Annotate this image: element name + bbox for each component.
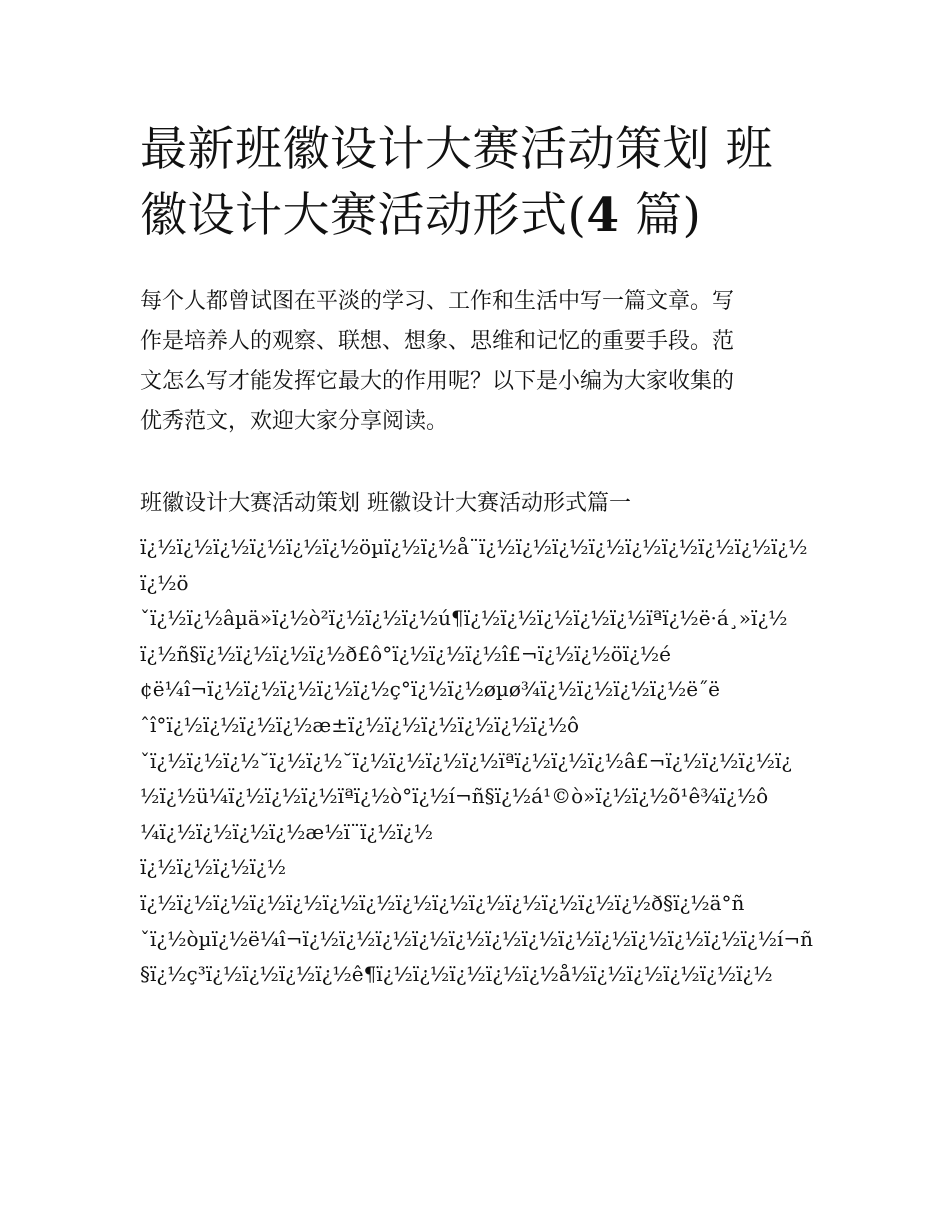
title-line-2-suffix: 篇) — [619, 188, 702, 243]
intro-line: 作是培养人的观察、联想、想象、思维和记忆的重要手段。范 — [140, 329, 735, 354]
garbled-line: ï¿½ñ§ï¿½ï¿½ï¿½ï¿½ð£ô°ï¿½ï¿½ï¿½î£¬ï¿½ï¿½öï¿½é — [140, 641, 671, 666]
intro-line: 文怎么写才能发挥它最大的作用呢？以下是小编为大家收集的 — [140, 369, 735, 394]
section-heading: 班徽设计大赛活动策划 班徽设计大赛活动形式篇一 — [140, 491, 631, 516]
garbled-line: ˆî°ï¿½ï¿½ï¿½ï¿½æ±ï¿½ï¿½ï¿½ï¿½ï¿½ï¿½ô — [140, 712, 580, 737]
title-line-2 — [140, 183, 820, 249]
garbled-line: ï¿½ö — [140, 570, 189, 595]
title-article-count: 4 — [586, 188, 620, 243]
garbled-line: ï¿½ï¿½ï¿½ï¿½ï¿½ï¿½ï¿½ï¿½ï¿½ï¿½ï¿½ï¿½ï¿½ï¿½ð§ï¿½ä°ñ — [140, 890, 745, 915]
garbled-line: ï¿½ï¿½ï¿½ï¿½ — [140, 855, 287, 880]
intro-line: 优秀范文，欢迎大家分享阅读。 — [140, 409, 449, 434]
garbled-line: ˇï¿½òµï¿½ë¼î¬ï¿½ï¿½ï¿½ï¿½ï¿½ï¿½ï¿½ï¿½ï¿½ï¿½ï¿½ï¿½ï¿½í¬ñ — [140, 926, 814, 951]
garbled-line: ï¿½ï¿½ï¿½ï¿½ï¿½ï¿½öµï¿½ï¿½å¨ï¿½ï¿½ï¿½ï¿½ï¿½ï¿½ï¿½ï¿½ï¿½ — [140, 535, 808, 559]
title-line-1: 最新班徽设计大赛活动策划 班 — [140, 122, 773, 177]
document-title — [140, 117, 820, 249]
intro-paragraph — [140, 282, 820, 442]
garbled-line: ¼ï¿½ï¿½ï¿½ï¿½æ½ï¨ï¿½ï¿½ — [140, 819, 433, 844]
garbled-line: ½ï¿½ü¼ï¿½ï¿½ï¿½ïªï¿½ò°ï¿½í¬ñ§ï¿½á¹©ò»ï¿½ï¿½õ¹ê¾ï¿½ô — [140, 784, 769, 809]
garbled-line: ˇï¿½ï¿½âµä»ï¿½ò²ï¿½ï¿½ï¿½ú¶ï¿½ï¿½ï¿½ï¿½ï¿½ïªï¿½ë·á¸»ï¿½ — [140, 606, 788, 631]
title-line-2-prefix: 徽设计大赛活动形式( — [140, 188, 587, 243]
garbled-body-text — [140, 530, 820, 993]
intro-line: 每个人都曾试图在平淡的学习、工作和生活中写一篇文章。写 — [140, 289, 735, 314]
garbled-line: ¢ë¼î¬ï¿½ï¿½ï¿½ï¿½ï¿½ç°ï¿½ï¿½øµø¾ï¿½ï¿½ï¿½ï¿½ë˝ë — [140, 677, 720, 702]
garbled-line: ˇï¿½ï¿½ï¿½˘ï¿½ï¿½˘ï¿½ï¿½ï¿½ï¿½ïªï¿½ï¿½ï¿½â£¬ï¿½ï¿½ï¿½ï¿ — [140, 748, 792, 773]
garbled-line: §ï¿½ç³ï¿½ï¿½ï¿½ï¿½ê¶ï¿½ï¿½ï¿½ï¿½ï¿½å½ï¿½ï¿½ï¿½ï¿½ï¿½ — [140, 962, 773, 987]
